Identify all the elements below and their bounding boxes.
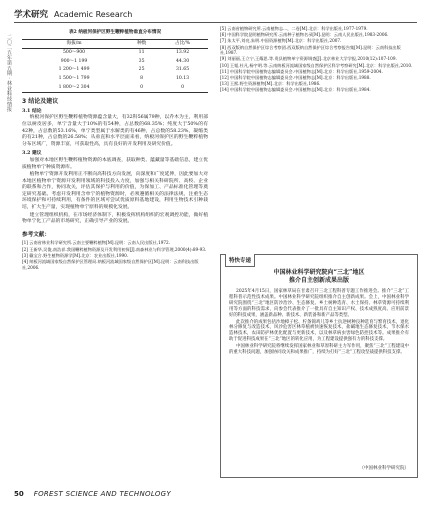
header-title-cn: 学术研究: [14, 10, 49, 20]
reference-list: [22, 240, 208, 270]
body-paragraph: 建立管理组织机构，在市场经济体制下，积极发挥机构组织的宏观调控功能，做好植物单宁化工产品的市场研究，正确引导产业的发展。: [22, 212, 208, 225]
col-header: 种数: [126, 39, 157, 49]
table-caption: 表2 纳板河保护区野生鞭粹植物垂直分布情况: [68, 30, 162, 35]
reference-item: [14] 中国科学院中国植物志编辑委员会.中国植物志[M].北京：科学出版社,1984.: [220, 87, 371, 93]
col-header: 占比/%: [157, 39, 208, 49]
reference-item: [10] 王韬,杜凡,杨宇明.等.云南纳板河流域国家级自然保护区科学考察研究[M].北京：科学出版社,2010.: [220, 62, 413, 68]
table-cell: 0: [126, 84, 157, 93]
journal-name: FOREST SCIENCE AND TECHNOLOGY: [33, 490, 171, 498]
table-cell: 11: [138, 50, 145, 56]
table-cell: 1 800～2 304: [22, 84, 126, 93]
table-cell: 8: [140, 75, 144, 81]
body-paragraph: 加强对本地区野生鞭粹植物资源的本底调查，获取种类、蕴藏量等基础信息，建立优质植物单宁种质资源库。: [22, 157, 208, 170]
table-row: [22, 58, 208, 67]
body-paragraph: 植物单宁资源开发利用正不断向高科技方向发展，向深度和广度延伸，因此要加大对本地区植物单宁资源开发利用领域的科技投入力度，加强与相关科研院所、高校、企业的联系和合作，协同攻关，评估其保护与利用的价值，为保加工、产品标准化管理等奠定研究基础。考虑开发利用含单宁的植物资源时，必须遵循相关的法律法规，注重生态环境保护和可持续利用，有条件的区域可尝试优质原料基地建设，利用生物技术引种栽培，扩大生产量，实现植物单宁原料的规模化发展。: [22, 172, 208, 211]
table-cell: 13.92: [175, 50, 190, 56]
subsection-heading: 3.1 结论: [22, 107, 42, 114]
reference-item: [3] 戴宝合.野生植物资源学[M].北京：农业出版社,1990.: [22, 252, 129, 258]
reference-item: [4] 纳板河流域国家级自然保护区管理局.纳板河流域国家级自然保护区[M].昆明：云南科技出版社,2006.: [22, 259, 199, 270]
header-title-en: Academic Research: [54, 10, 133, 19]
reference-item: [5] 云南省植物研究所.云南植物志…，二卷[M].北京：科学出版社,1977-1979.: [220, 26, 368, 31]
journal-header: [14, 8, 132, 20]
news-paragraph: 此次推介的成果包括沙地樟子松、柠条锦鸡儿等乡土抗逆树种良种选育与繁育技术，退化林分修复与改造技术，风沙危害区林草植被快速恢复技术，盐碱地生态修复技术，节水保水造林技术，农田防护林优化配置与更新技术，以及林草病虫害绿色防控技术等。成果推介有助于促进科技成果在“三北”地区的转化应用，为工程建设提供强有力的科技支撑。: [229, 319, 409, 343]
reference-item: [6] 中国科学院昆明植物研究所.云南种子植物名录[M].昆明：云南人民出版社,1983-2006.: [220, 32, 389, 38]
reference-list: [220, 26, 418, 93]
reference-item: [2] 王新华,吴俊,南浩祥.我国鞭粹植物资源及开发利用初探[J].南森林业与科学管理,2000(4):89-93.: [22, 246, 207, 252]
page-number: 50: [14, 490, 24, 498]
reference-item: [7] 朱太平,刘亮,朱明.中国资源植物[M].北京：科学出版社,2007.: [220, 38, 342, 44]
left-column: [22, 26, 208, 271]
news-box-title: [221, 269, 417, 285]
header-rule: [14, 22, 417, 23]
table-cell: 1 500～1 799: [58, 75, 90, 81]
altitude-table: [22, 39, 208, 94]
news-title-line: 推介自主创新成果出版: [288, 277, 349, 284]
news-box-tag: 特快专递: [225, 254, 255, 267]
news-title-line: 中国林业科学研究院向“三北”地区: [273, 269, 365, 276]
col-header: 海拔/m: [22, 39, 126, 49]
table-cell: 500～900: [62, 50, 86, 56]
right-column: [220, 26, 418, 93]
table-cell: 10.13: [175, 75, 190, 81]
reference-item: [1] 云南省林业科学研究所.云南主要鞭粹植物[M].昆明：云南人民出版社,1972.: [22, 240, 171, 246]
news-box: [220, 254, 418, 478]
table-cell: 0: [157, 84, 208, 93]
body-paragraph: 纳板河保护区野生鞭粹植物资源蕴含量大，有32科56属79种，以乔木为主，利用部位以树皮居多，单宁含量大于10%的有54种，占总数的68.35%；纯度大于50%的有42种，占总数的53.16%，单宁类型属于水解类的有46种，占总数的58.23%，凝缩类的有21种，占总数的26.58%；从垂直和水平层面来看，纳板河保护区的野生鞭粹植物分布区域广，资源丰富，可获取性高，具有良好的开发利用及研究价值。: [22, 115, 208, 147]
side-issue-label: 二〇二五年第五期 · 林业科技情报: [6, 34, 12, 112]
table-cell: 25: [138, 67, 145, 73]
references-heading: 参考文献：: [22, 231, 50, 238]
table-cell: 44.30: [175, 58, 190, 64]
table-cell: 1 200～1 499: [58, 67, 90, 73]
table-row: [22, 75, 208, 84]
reference-item: [13] 王熙.野生资源植物[M].北京：科学出版社,1986.: [220, 81, 321, 87]
table-cell: 31.65: [175, 67, 190, 73]
news-box-body: [229, 289, 409, 357]
news-paragraph: 2025年4月15日，国家林草局在甘肃召开三北工程科普专题工作推进会。推介“三北”工程科普示范性技术成果。中国林业科学研究院组织推介自主创新成果。会上，中国林业科学研究院围绕“三北”地区防沙治沙、生态修复、乡土树种选育、水土保持、林草资源可持续利用等方面的科技需求，向参会代表推介了一批具有自主知识产权、技术成熟度高、应用前景好的科技成果，涵盖新品种、新技术、新装备和新产品等类型。: [229, 289, 409, 318]
table-row: [22, 49, 208, 58]
reference-item: [11] 中国科学院中国植物志编辑委员会.中国植物志[M].北京：科学出版社,1959-2004.: [220, 68, 383, 74]
news-signature: （中国林业科学研究院）: [359, 466, 409, 471]
reference-item: [8] 西双版纳自然保护区综合考察团.西双版纳自然保护区综合考察报告集[M].昆明：云南科技出版社,1987.: [220, 44, 401, 56]
section-heading: 3 结论及建议: [22, 98, 59, 106]
news-paragraph: 中国林业科学研究院将继续发挥国家林业和草原科研主力军作用，聚焦“三北”工程建设中的重大科技问题，加强协同攻关和成果推广，持续为打好“三北”工程攻坚战提供科技支撑。: [229, 344, 409, 356]
reference-item: [9] 刘丽丽,王立宁,王耀思.等.贵县植物单宁资源调查[J].北京林业大学学报,2010(12):107-109.: [220, 56, 397, 62]
table-row: [22, 84, 208, 93]
table-cell: 35: [138, 58, 145, 64]
table-cell: 900～1 199: [60, 58, 88, 64]
reference-item: [12] 中国科学院中国植物志编辑委员会.中国植物志[M].北京：科学出版社,1988.: [220, 74, 371, 80]
subsection-heading: 3.2 建议: [22, 150, 42, 157]
table-row: [22, 66, 208, 75]
table-header-row: [22, 39, 208, 49]
page-footer: [14, 490, 171, 498]
